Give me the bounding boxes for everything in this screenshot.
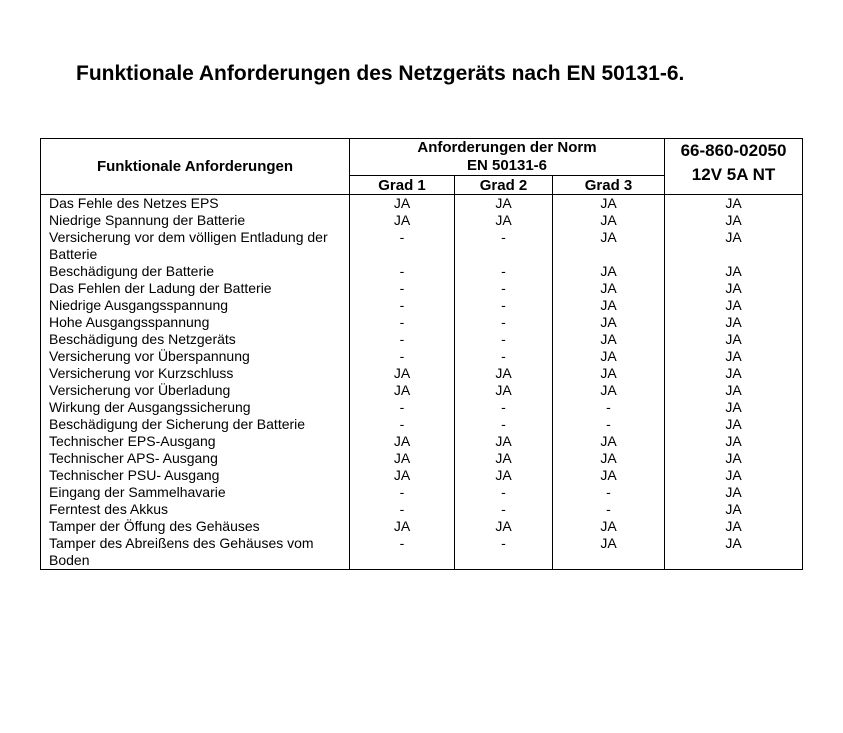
grade3-value: JA (553, 348, 665, 365)
grade2-value: - (455, 263, 553, 280)
table-row (41, 467, 803, 484)
grade3-value: - (553, 399, 665, 416)
product-value: JA (665, 229, 803, 263)
product-value: JA (665, 314, 803, 331)
grade1-value: - (350, 348, 455, 365)
grade1-value: - (350, 314, 455, 331)
grade3-value: JA (553, 212, 665, 229)
table-row (41, 450, 803, 467)
grade1-value: JA (350, 382, 455, 399)
product-value: JA (665, 382, 803, 399)
norm-header-line1: Anforderungen der Norm (417, 139, 597, 156)
requirement-name: Versicherung vor Überspannung (41, 348, 350, 365)
grade3-value: - (553, 484, 665, 501)
requirement-name: Versicherung vor Kurzschluss (41, 365, 350, 382)
grade1-value: - (350, 263, 455, 280)
table-row (41, 212, 803, 229)
product-value: JA (665, 212, 803, 229)
column-header-requirements: Funktionale Anforderungen (41, 139, 350, 195)
requirement-name: Das Fehlen der Ladung der Batterie (41, 280, 350, 297)
grade-header-1: Grad 1 (350, 176, 455, 195)
grade2-value: - (455, 348, 553, 365)
table-row (41, 484, 803, 501)
grade3-value: JA (553, 365, 665, 382)
table-row (41, 348, 803, 365)
table-row (41, 501, 803, 518)
grade2-value: JA (455, 195, 553, 213)
requirement-name: Tamper der Öffung des Gehäuses (41, 518, 350, 535)
grade3-value: JA (553, 331, 665, 348)
product-value: JA (665, 365, 803, 382)
product-value: JA (665, 416, 803, 433)
requirement-name: Beschädigung der Sicherung der Batterie (41, 416, 350, 433)
grade1-value: - (350, 535, 455, 570)
grade1-value: JA (350, 467, 455, 484)
product-value: JA (665, 263, 803, 280)
product-code: 66-860-02050 (680, 141, 787, 160)
page-title: Funktionale Anforderungen des Netzgeräts nach EN 50131-6. (76, 62, 685, 85)
grade1-value: - (350, 501, 455, 518)
grade2-value: - (455, 535, 553, 570)
grade1-value: JA (350, 365, 455, 382)
grade2-value: JA (455, 467, 553, 484)
requirement-name: Eingang der Sammelhavarie (41, 484, 350, 501)
grade2-value: JA (455, 518, 553, 535)
grade2-value: JA (455, 212, 553, 229)
requirement-name: Niedrige Spannung der Batterie (41, 212, 350, 229)
grade1-value: JA (350, 195, 455, 213)
requirement-name: Tamper des Abreißens des Gehäuses vom Boden (41, 535, 350, 570)
grade3-value: JA (553, 195, 665, 213)
grade1-value: JA (350, 212, 455, 229)
requirement-name: Beschädigung des Netzgeräts (41, 331, 350, 348)
product-value: JA (665, 433, 803, 450)
grade-header-2: Grad 2 (455, 176, 553, 195)
table-row (41, 195, 803, 213)
grade3-value: JA (553, 535, 665, 570)
grade2-value: - (455, 280, 553, 297)
grade1-value: - (350, 280, 455, 297)
requirement-name: Hohe Ausgangsspannung (41, 314, 350, 331)
table-row (41, 382, 803, 399)
grade1-value: - (350, 297, 455, 314)
grade3-value: JA (553, 263, 665, 280)
requirement-name: Niedrige Ausgangsspannung (41, 297, 350, 314)
grade-header-3: Grad 3 (553, 176, 665, 195)
grade3-value: JA (553, 433, 665, 450)
grade2-value: JA (455, 433, 553, 450)
table-row (41, 365, 803, 382)
grade1-value: JA (350, 450, 455, 467)
grade3-value: JA (553, 518, 665, 535)
grade2-value: - (455, 416, 553, 433)
grade3-value: JA (553, 280, 665, 297)
table-row (41, 399, 803, 416)
grade1-value: JA (350, 433, 455, 450)
grade1-value: - (350, 399, 455, 416)
grade1-value: - (350, 229, 455, 263)
grade3-value: JA (553, 382, 665, 399)
table-body (41, 195, 803, 570)
grade3-value: JA (553, 314, 665, 331)
requirement-name: Wirkung der Ausgangssicherung (41, 399, 350, 416)
norm-header-line2: EN 50131-6 (466, 157, 548, 174)
table-row (41, 280, 803, 297)
grade3-value: JA (553, 297, 665, 314)
product-value: JA (665, 195, 803, 213)
grade2-value: - (455, 501, 553, 518)
grade3-value: JA (553, 450, 665, 467)
product-value: JA (665, 535, 803, 570)
grade2-value: - (455, 484, 553, 501)
requirement-name: Beschädigung der Batterie (41, 263, 350, 280)
grade2-value: JA (455, 365, 553, 382)
grade3-value: - (553, 501, 665, 518)
grade3-value: JA (553, 467, 665, 484)
product-value: JA (665, 297, 803, 314)
requirement-name: Ferntest des Akkus (41, 501, 350, 518)
table-row (41, 297, 803, 314)
grade2-value: JA (455, 382, 553, 399)
table-row (41, 433, 803, 450)
grade3-value: JA (553, 229, 665, 263)
requirement-name: Technischer EPS-Ausgang (41, 433, 350, 450)
table-row (41, 229, 803, 263)
requirement-name: Technischer PSU- Ausgang (41, 467, 350, 484)
product-value: JA (665, 450, 803, 467)
table-row (41, 314, 803, 331)
product-value: JA (665, 467, 803, 484)
requirement-name: Technischer APS- Ausgang (41, 450, 350, 467)
product-value: JA (665, 484, 803, 501)
requirement-name: Versicherung vor dem völligen Entladung der Batterie (41, 229, 350, 263)
table-row (41, 535, 803, 570)
grade3-value: - (553, 416, 665, 433)
table-row (41, 518, 803, 535)
grade2-value: - (455, 314, 553, 331)
product-spec: 12V 5A NT (691, 165, 776, 184)
grade1-value: JA (350, 518, 455, 535)
table-row (41, 416, 803, 433)
grade1-value: - (350, 416, 455, 433)
product-value: JA (665, 518, 803, 535)
grade2-value: JA (455, 450, 553, 467)
product-value: JA (665, 331, 803, 348)
grade2-value: - (455, 297, 553, 314)
table-row (41, 331, 803, 348)
grade1-value: - (350, 484, 455, 501)
product-value: JA (665, 501, 803, 518)
requirement-name: Versicherung vor Überladung (41, 382, 350, 399)
grade1-value: - (350, 331, 455, 348)
grade2-value: - (455, 331, 553, 348)
requirements-table (40, 138, 803, 570)
grade2-value: - (455, 229, 553, 263)
column-header-product (665, 139, 803, 195)
column-header-norm (350, 139, 665, 176)
product-value: JA (665, 348, 803, 365)
table-row (41, 263, 803, 280)
product-value: JA (665, 280, 803, 297)
product-value: JA (665, 399, 803, 416)
requirement-name: Das Fehle des Netzes EPS (41, 195, 350, 213)
grade2-value: - (455, 399, 553, 416)
